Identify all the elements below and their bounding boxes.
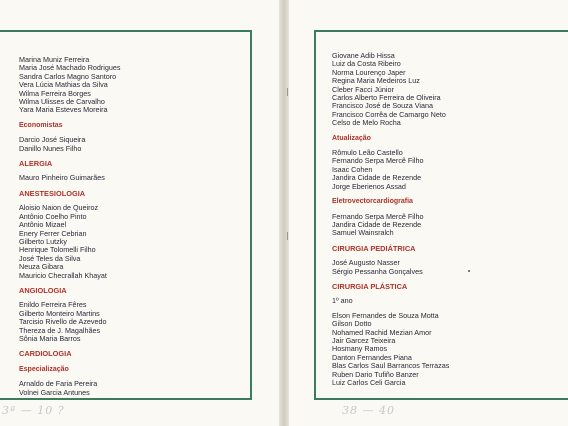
name-entry: José Teles da Silva (19, 253, 81, 263)
name-entry: Sérgio Pessanha Gonçalves (332, 266, 423, 276)
name-entry: Volnei Garcia Antunes (19, 387, 90, 397)
name-entry: Antônio Mizael (19, 220, 67, 230)
name-entry: Elson Fernandes de Souza Motta (332, 310, 439, 320)
name-entry: Samuel Wainsralch (332, 228, 394, 238)
print-speck (468, 270, 470, 272)
subsection-heading: Especialização (19, 365, 69, 373)
name-entry: Sandra Carlos Magno Santoro (19, 71, 117, 81)
name-entry: Nohamed Rachid Mezian Amor (332, 327, 432, 337)
name-entry: Fernando Serpa Mercê Filho (332, 211, 424, 221)
name-entry: Isaac Cohen (332, 164, 373, 174)
section-heading: Eletrovectorcardiografia (332, 198, 413, 206)
name-entry: Arnaldo de Faria Pereira (19, 379, 98, 389)
section-heading: CIRURGIA PEDIÁTRICA (332, 243, 416, 253)
name-entry: Danton Fernandes Piana (332, 352, 412, 362)
name-entry: Gilberto Lutzky (19, 236, 67, 246)
name-entry: Ruben Dario Tufiño Banzer (332, 369, 419, 379)
section-heading: CARDIOLOGIA (19, 349, 72, 359)
name-entry: Rômulo Leão Castello (332, 148, 403, 158)
name-entry: Jandira Cidade de Rezende (332, 219, 422, 229)
section-heading: Economistas (19, 121, 63, 129)
name-entry: Gilson Dotto (332, 319, 372, 329)
name-entry: Danillo Nunes Filho (19, 143, 82, 153)
name-entry: Neuza Gibara (19, 262, 64, 272)
name-entry: Norma Lourenço Japer (332, 67, 406, 77)
handwritten-note: 38 — 40 (342, 404, 395, 417)
name-entry: Sônia Maria Barros (19, 333, 81, 343)
name-entry: Mauro Pinheiro Guimarães (19, 173, 105, 183)
name-entry: Hosmany Ramos (332, 344, 388, 354)
name-entry: Henrique Tolomelli Filho (19, 245, 96, 255)
name-entry: Mauricio Checrallah Khayat (19, 270, 107, 280)
name-entry: Blas Carlos Saul Barrancos Terrazas (332, 361, 450, 371)
name-entry: Luiz Carlos Celi Garcia (332, 378, 406, 387)
name-entry: Jair Garcez Teixeira (332, 335, 396, 345)
name-entry: Yara Maria Esteves Moreira (19, 105, 108, 115)
section-heading: ANGIOLOGIA (19, 285, 67, 295)
name-entry: Carlos Alberto Ferreira de Oliveira (332, 93, 441, 103)
name-entry: Fernando Serpa Mercê Filho (332, 156, 424, 166)
name-entry: Marina Muniz Ferreira (19, 55, 90, 64)
name-entry: Tarcisio Rivello de Azevedo (19, 317, 107, 327)
name-entry: Enildo Ferreira Fêres (19, 300, 87, 310)
section-heading: ANESTESIOLOGIA (19, 188, 86, 198)
name-entry: Francisco José de Souza Viana (332, 101, 433, 111)
name-entry: Luiz da Costa Ribeiro (332, 59, 401, 69)
name-list (19, 56, 249, 115)
name-entry: Cleber Facci Júnior (332, 84, 394, 94)
left-column (19, 56, 249, 397)
name-entry: Jandira Cidade de Rezende (332, 173, 422, 183)
name-entry: Jorge Eberienos Assad (332, 181, 406, 191)
name-entry: Regina Maria Medeiros Luz (332, 76, 420, 86)
name-entry: José Augusto Nasser (332, 258, 400, 268)
name-entry: Thereza de J. Magalhães (19, 325, 101, 335)
name-entry: Wilma Ulisses de Carvalho (19, 97, 105, 107)
year-label: 1º ano (332, 296, 353, 306)
handwritten-note: 3ª — 10 ? (2, 404, 65, 417)
section-heading: CIRURGIA PLÁSTICA (332, 281, 408, 291)
name-entry: Francisco Corrêa de Camargo Neto (332, 109, 446, 119)
name-entry: Maria José Machado Rodrigues (19, 63, 121, 73)
name-entry: Wilma Ferreira Borges (19, 88, 91, 98)
name-entry: Aloisio Naion de Queiroz (19, 203, 99, 213)
name-entry: Celso de Melo Rocha (332, 118, 401, 128)
section-heading: Atualização (332, 134, 371, 142)
name-entry: Giovane Adib Hissa (332, 51, 395, 60)
name-entry: Enery Ferrer Cebrian (19, 228, 87, 238)
section-heading: ALERGIA (19, 159, 53, 169)
name-entry: Vera Lúcia Mathias da Silva (19, 80, 108, 90)
book-gutter (279, 0, 289, 426)
right-column (332, 52, 564, 387)
name-entry: Antônio Coelho Pinto (19, 211, 87, 221)
name-entry: Gilberto Monteiro Martins (19, 308, 100, 318)
gutter-mark (287, 88, 288, 96)
gutter-mark (287, 232, 288, 240)
name-entry: Darcio José Siqueira (19, 135, 86, 145)
